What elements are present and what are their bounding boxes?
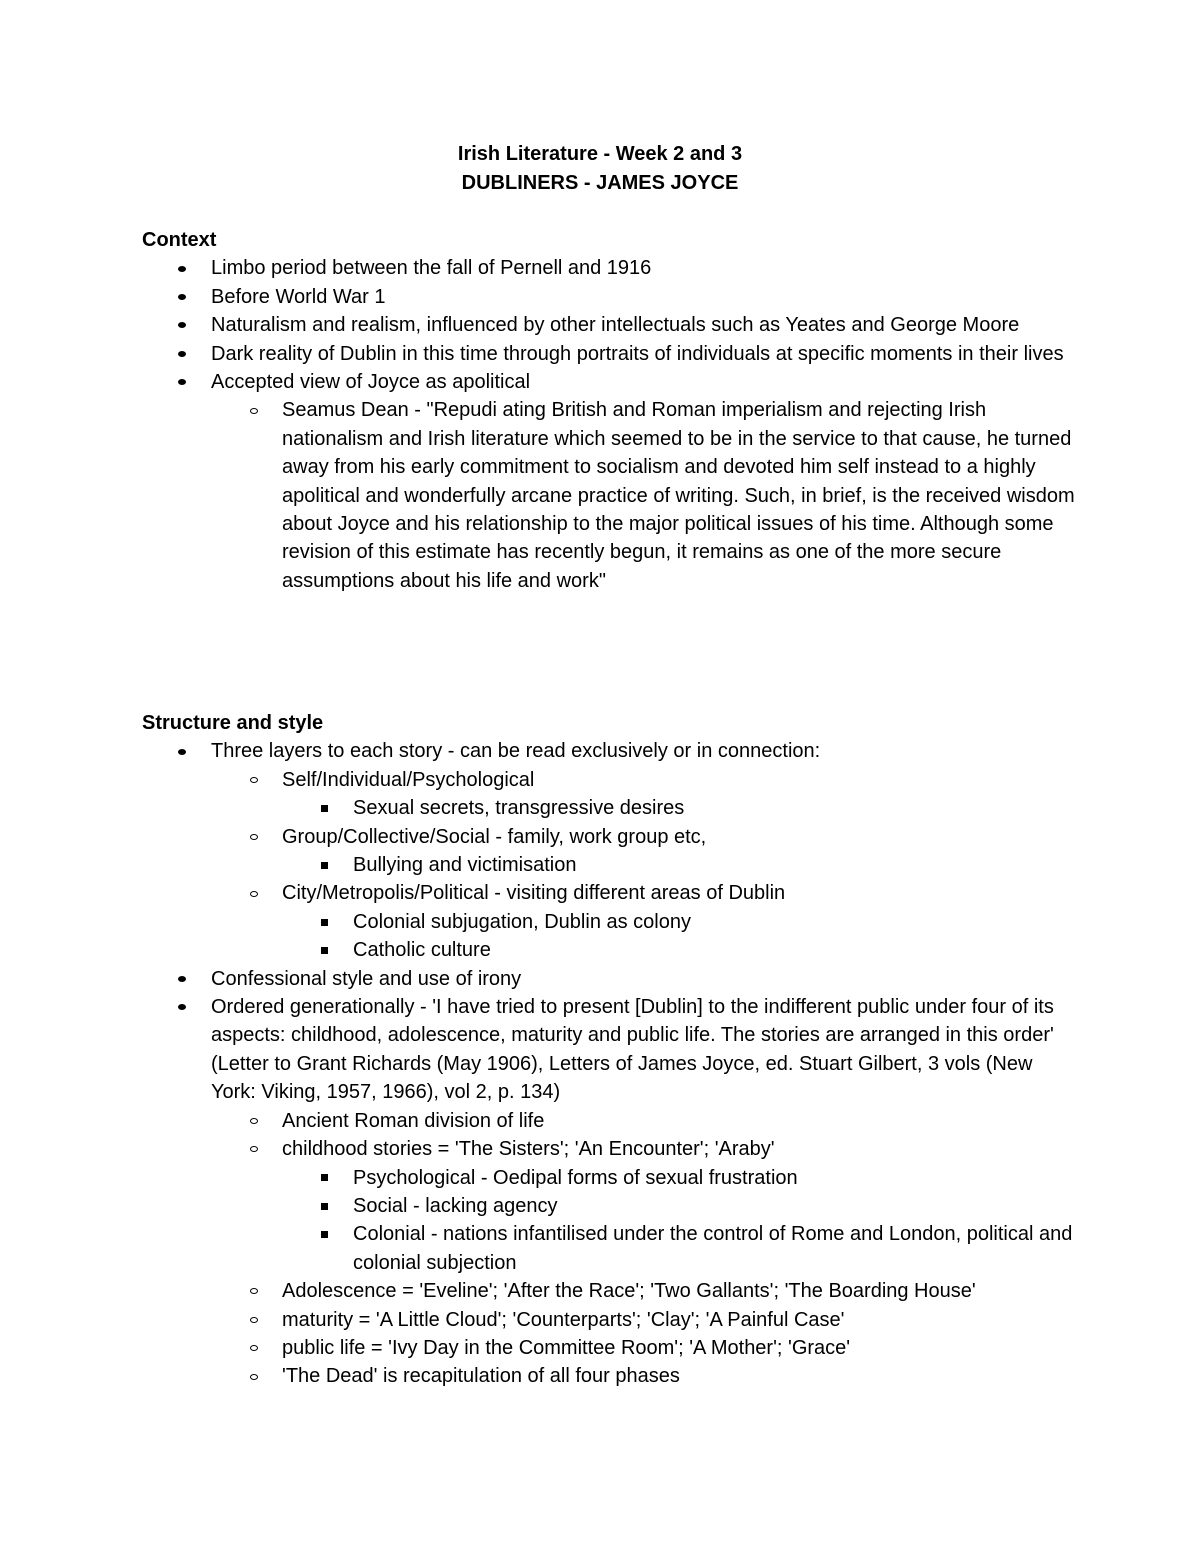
bullet-square-icon [314,851,334,879]
bullet-ring-icon [244,396,264,424]
bullet-ring-icon [244,823,264,851]
context-heading: Context [142,229,217,251]
bullet-square-icon [314,1164,334,1192]
bullet-square-icon [314,1220,334,1248]
bullet-dot-icon [172,993,192,1021]
list-subsubitem: Catholic culture [142,936,1082,964]
bullet-dot-icon [172,254,192,282]
bullet-dot-icon [172,311,192,339]
bullet-ring-icon [244,1135,264,1163]
document-subtitle: DUBLINERS - JAMES JOYCE [461,172,739,194]
list-subsubitem: Social - lacking agency [142,1192,1082,1220]
list-subitem [142,396,1082,595]
list-subitem: Group/Collective/Social - family, work group etc, [142,823,1082,851]
bullet-dot-icon [172,737,192,765]
bullet-ring-icon [244,766,264,794]
bullet-dot-icon [172,283,192,311]
bullet-ring-icon [244,1362,264,1390]
bullet-ring-icon [244,1277,264,1305]
list-subitem: 'The Dead' is recapitulation of all four phases [142,1362,1082,1390]
list-subsubitem: Colonial subjugation, Dublin as colony [142,908,1082,936]
bullet-square-icon [314,936,334,964]
bullet-dot-icon [172,965,192,993]
list-item: Three layers to each story - can be read exclusively or in connection: [142,737,1082,765]
list-item: Naturalism and realism, influenced by other intellectuals such as Yeates and George Moore [142,311,1082,339]
structure-section [142,709,1082,1391]
list-subsubitem: Colonial - nations infantilised under the control of Rome and London, political and colonial subjection [142,1220,1082,1277]
bullet-dot-icon [172,368,192,396]
context-list [142,254,1082,595]
document-title: Irish Literature - Week 2 and 3 [457,143,743,165]
bullet-square-icon [314,794,334,822]
list-item: Confessional style and use of irony [142,965,1082,993]
bullet-square-icon [314,1192,334,1220]
list-subitem: maturity = 'A Little Cloud'; 'Counterparts'; 'Clay'; 'A Painful Case' [142,1306,1082,1334]
list-subitem: Adolescence = 'Eveline'; 'After the Race'; 'Two Gallants'; 'The Boarding House' [142,1277,1082,1305]
list-subitem: childhood stories = 'The Sisters'; 'An Encounter'; 'Araby' [142,1135,1082,1163]
list-item: Dark reality of Dublin in this time through portraits of individuals at specific moments in their lives [142,340,1082,368]
bullet-dot-icon [172,340,192,368]
list-subitem: public life = 'Ivy Day in the Committee Room'; 'A Mother'; 'Grace' [142,1334,1082,1362]
seamus-dean-quote: Seamus Dean - "Repudi ating British and Roman imperialism and rejecting Irish nationalism and Irish literature which seemed to be in the service to that cause, he turned away from his early commitment to socialism and devoted him self instead to a highly apolitical and wonderfully arcane practice of writing. Such, in brief, is the received wisdom about Joyce and his relationship to the major political issues of his time. Although some revision of this estimate has recently begun, it remains as one of the more secure assumptions about his life and work" [282,399,1075,592]
list-item: Accepted view of Joyce as apolitical [142,368,1082,396]
list-subsubitem: Sexual secrets, transgressive desires [142,794,1082,822]
bullet-ring-icon [244,1334,264,1362]
bullet-ring-icon [244,1306,264,1334]
structure-list [142,737,1082,1390]
list-subsubitem: Psychological - Oedipal forms of sexual frustration [142,1164,1082,1192]
list-subitem: City/Metropolis/Political - visiting different areas of Dublin [142,879,1082,907]
list-subitem: Self/Individual/Psychological [142,766,1082,794]
bullet-square-icon [314,908,334,936]
list-subitem: Ancient Roman division of life [142,1107,1082,1135]
list-item: Before World War 1 [142,283,1082,311]
list-subsubitem: Bullying and victimisation [142,851,1082,879]
context-section [142,226,1082,595]
list-item: Limbo period between the fall of Pernell and 1916 [142,254,1082,282]
structure-heading: Structure and style [142,712,324,734]
bullet-ring-icon [244,1107,264,1135]
bullet-ring-icon [244,879,264,907]
list-item: Ordered generationally - 'I have tried to present [Dublin] to the indifferent public under four of its aspects: childhood, adolescence, maturity and public life. The stories are arranged in this order' (Letter to Grant Richards (May 1906), Letters of James Joyce, ed. Stuart Gilbert, 3 vols (New York: Viking, 1957, 1966), vol 2, p. 134) [142,993,1082,1107]
